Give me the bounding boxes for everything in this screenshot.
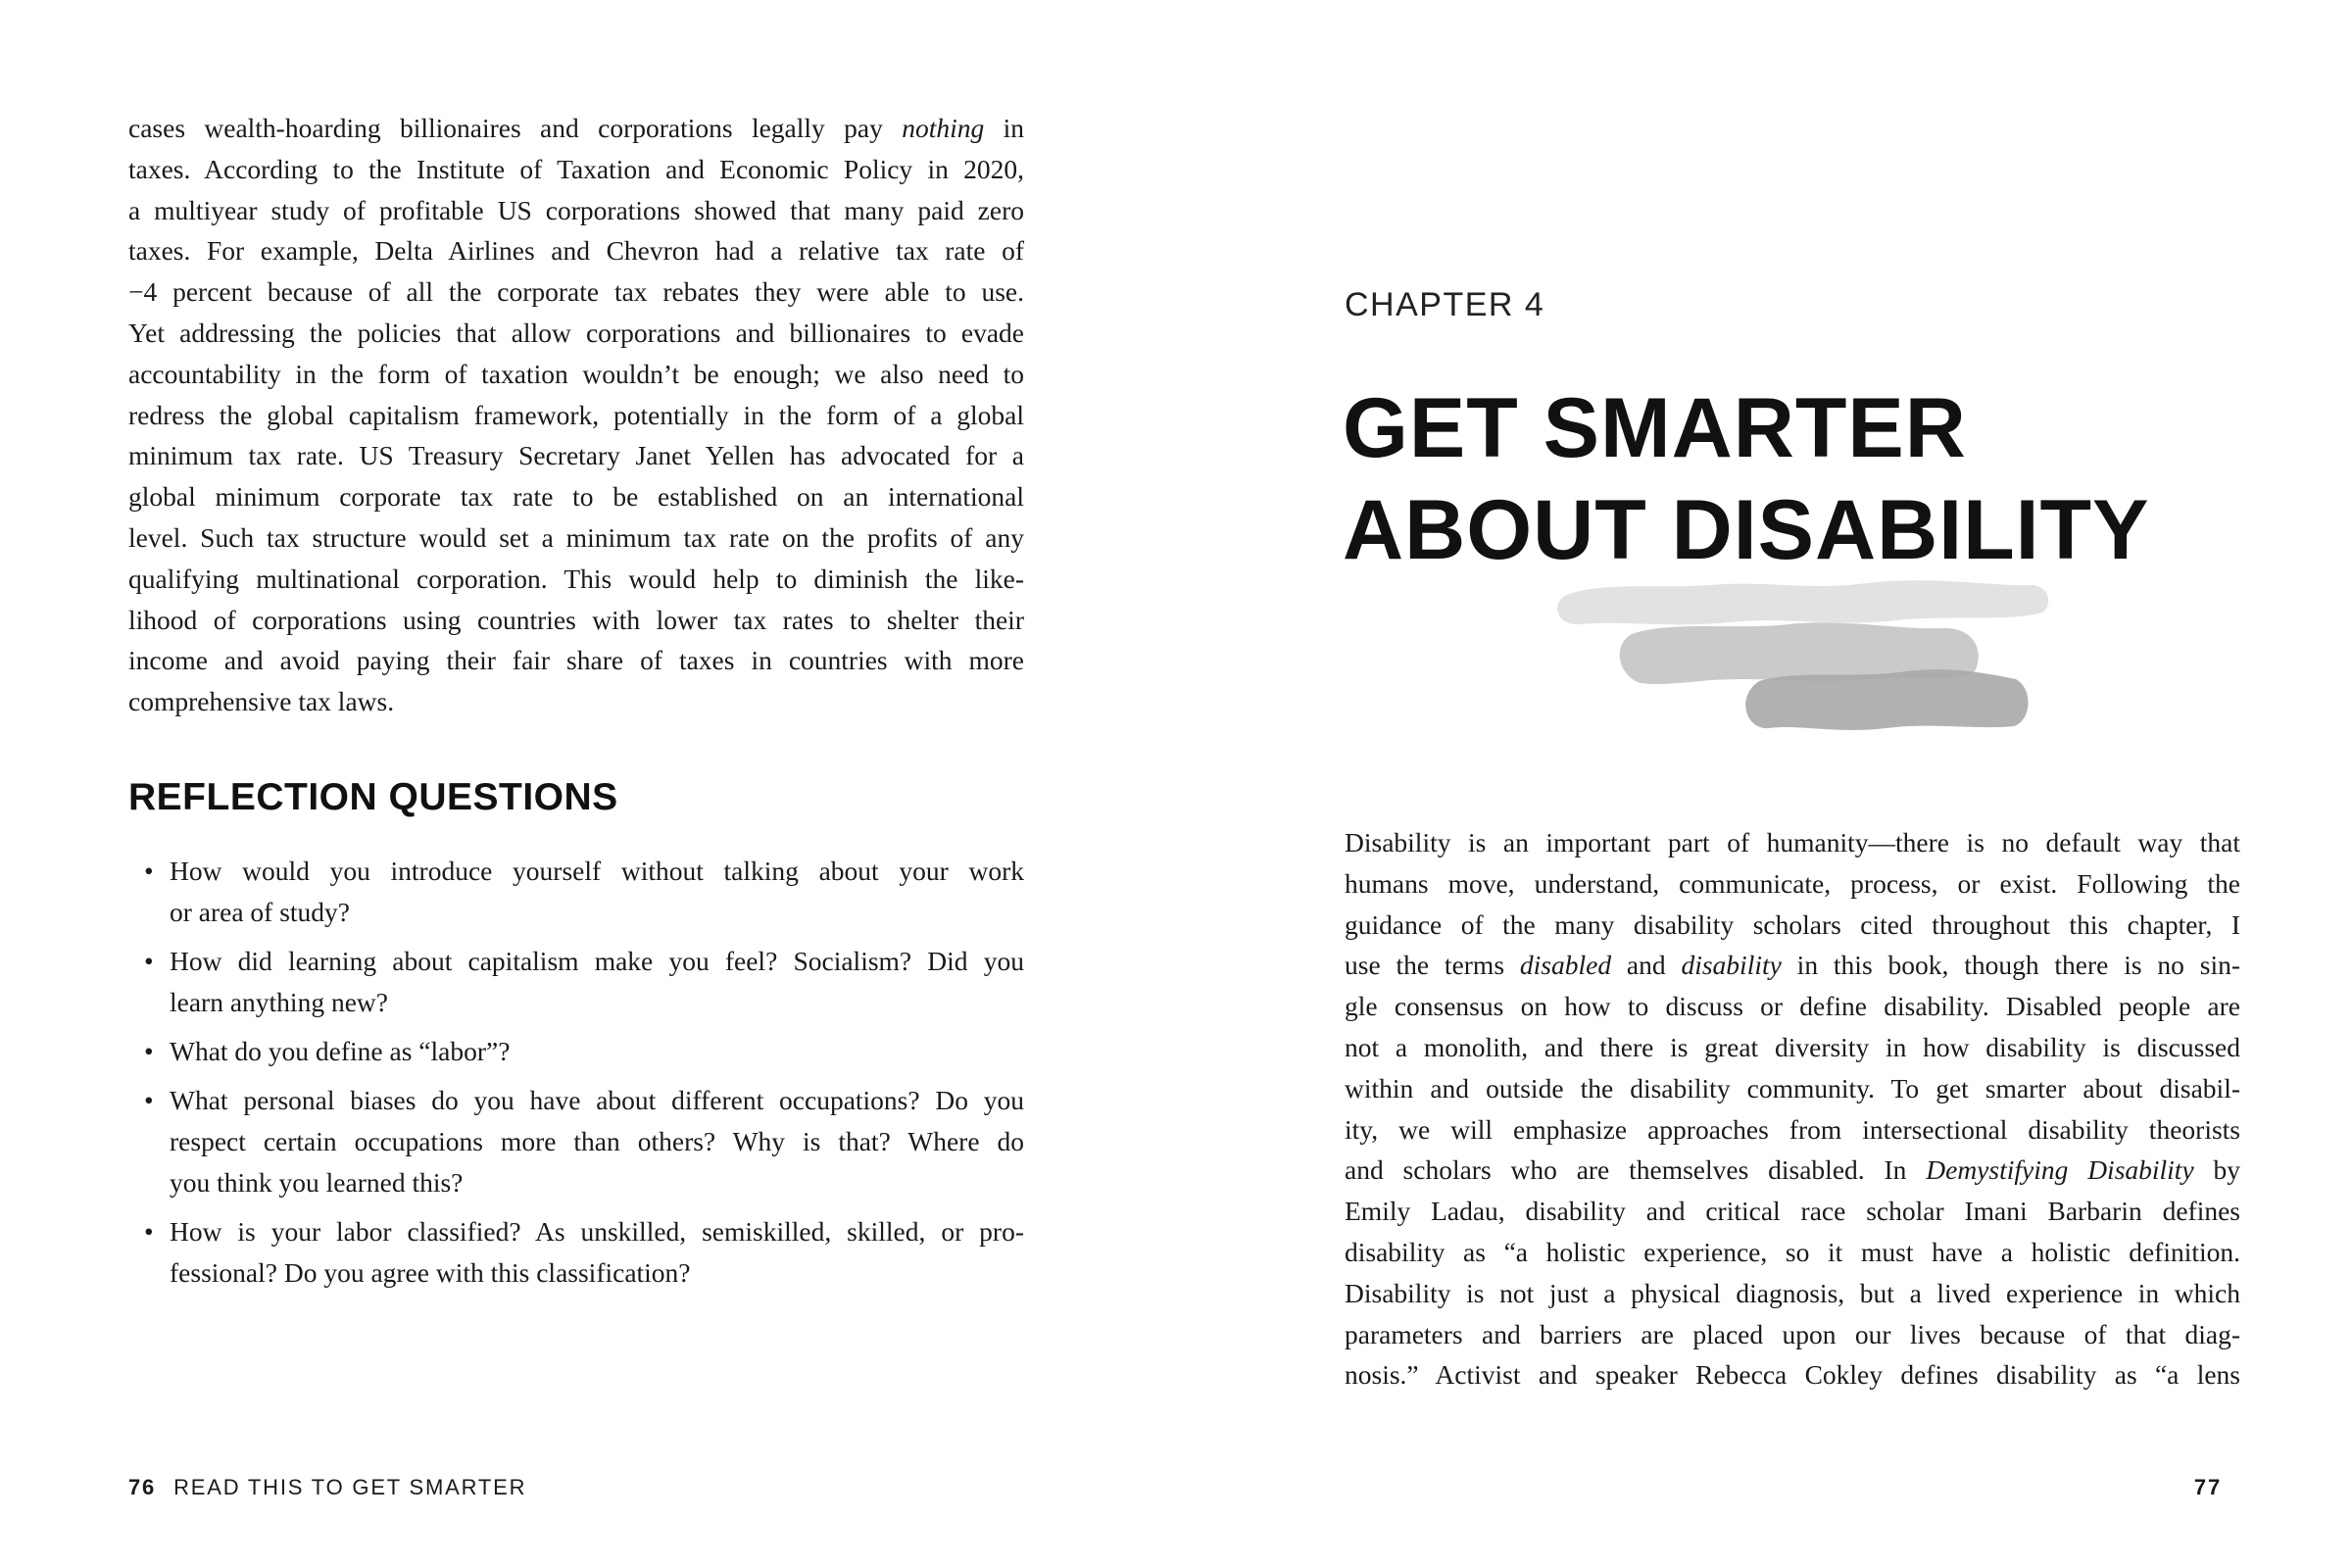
italic-text: nothing	[902, 113, 985, 143]
text-line: gle consensus on how to discuss or define disability. Disabled people are	[1345, 991, 2240, 1022]
left-page-number: 76	[128, 1475, 157, 1499]
question-text	[170, 851, 1024, 933]
text-line: not a monolith, and there is great diversity in how disability is discussed	[1345, 1031, 2240, 1062]
list-item	[128, 941, 1024, 1023]
text-line: taxes. According to the Institute of Taxation and Economic Policy in 2020,	[128, 153, 1024, 184]
list-item	[128, 1080, 1024, 1202]
text-line: taxes. For example, Delta Airlines and Chevron had a relative tax rate of	[128, 235, 1024, 267]
bullet-icon: •	[144, 1085, 154, 1116]
bullet-icon: •	[144, 856, 154, 886]
text-line: Emily Ladau, disability and critical race scholar Imani Barbarin defines	[1345, 1196, 2240, 1227]
chapter-title-line: ABOUT DISABILITY	[1343, 483, 2150, 577]
text-line: What do you define as “labor”?	[170, 1036, 511, 1067]
text-line: redress the global capitalism framework, potentially in the form of a global	[128, 399, 1024, 430]
list-item	[128, 851, 1024, 933]
text-line: Yet addressing the policies that allow corporations and billionaires to evade	[128, 317, 1024, 348]
text-line: What personal biases do you have about different occupations? Do you	[170, 1085, 1024, 1116]
text-line: you think you learned this?	[170, 1167, 464, 1199]
right-page-footer	[2194, 1475, 2222, 1500]
text-line: a multiyear study of profitable US corporations showed that many paid zero	[128, 194, 1024, 225]
text-line: −4 percent because of all the corporate tax rebates they were able to use.	[128, 276, 1024, 308]
question-text	[170, 1080, 1024, 1202]
text-line: parameters and barriers are placed upon our lives because of that diag-	[1345, 1318, 2240, 1349]
chapter-title-line: GET SMARTER	[1343, 381, 1967, 475]
bullet-icon: •	[144, 1036, 154, 1067]
right-body-text	[1345, 822, 2240, 1396]
text-line: use the terms disabled and disability in this book, though there is no sin-	[1345, 950, 2240, 981]
italic-text: disabled	[1519, 950, 1612, 981]
brush-stroke-light	[1557, 580, 2048, 624]
bullet-icon: •	[144, 1216, 154, 1248]
text-line: income and avoid paying their fair share of taxes in countries with more	[128, 645, 1024, 676]
italic-text: Demystifying Disability	[1926, 1154, 2194, 1186]
running-title: READ THIS TO GET SMARTER	[173, 1475, 527, 1499]
right-page	[1176, 0, 2352, 1568]
text-line: guidance of the many disability scholars cited throughout this chapter, I	[1345, 908, 2240, 940]
text-line: or area of study?	[170, 896, 351, 927]
question-text	[170, 1211, 1024, 1294]
text-line: and scholars who are themselves disabled. In Demystifying Disability by	[1345, 1154, 2241, 1186]
text-line: global minimum corporate tax rate to be established on an international	[128, 481, 1024, 513]
text-line: Disability is an important part of humanity—there is no default way that	[1345, 827, 2240, 858]
reflection-questions-list	[128, 851, 1024, 1301]
question-text	[170, 1031, 1024, 1072]
italic-text: disability	[1681, 950, 1782, 981]
text-line: fessional? Do you agree with this classification?	[170, 1257, 691, 1289]
list-item	[128, 1211, 1024, 1294]
text-line: cases wealth-hoarding billionaires and corporations legally pay nothing in	[128, 113, 1025, 143]
text-line: disability as “a holistic experience, so it must have a holistic definition.	[1345, 1236, 2240, 1267]
chapter-title	[1343, 377, 2149, 581]
text-line: Disability is not just a physical diagnosis, but a lived experience in which	[1345, 1277, 2240, 1308]
left-page-footer	[128, 1475, 526, 1500]
text-line: How would you introduce yourself without talking about your work	[170, 856, 1024, 886]
right-page-number: 77	[2193, 1475, 2222, 1499]
text-line: humans move, understand, communicate, process, or exist. Following the	[1345, 867, 2240, 899]
left-body-text	[128, 108, 1024, 722]
question-text	[170, 941, 1024, 1023]
text-line: How did learning about capitalism make you feel? Socialism? Did you	[170, 946, 1024, 977]
text-line: comprehensive tax laws.	[128, 686, 395, 717]
text-line: accountability in the form of taxation wouldn’t be enough; we also need to	[128, 358, 1024, 389]
text-line: respect certain occupations more than others? Why is that? Where do	[170, 1126, 1024, 1157]
text-line: within and outside the disability community. To get smarter about disabil-	[1345, 1072, 2240, 1103]
text-line: minimum tax rate. US Treasury Secretary Janet Yellen has advocated for a	[128, 440, 1024, 471]
brush-stroke-decoration	[1544, 573, 2053, 769]
bullet-icon: •	[144, 946, 154, 977]
text-line: ity, we will emphasize approaches from intersectional disability theorists	[1345, 1113, 2240, 1145]
chapter-label: CHAPTER 4	[1345, 286, 1545, 323]
text-line: How is your labor classified? As unskilled, semiskilled, skilled, or pro-	[170, 1216, 1024, 1248]
text-line: learn anything new?	[170, 986, 388, 1017]
list-item	[128, 1031, 1024, 1072]
text-line: nosis.” Activist and speaker Rebecca Cokley defines disability as “a lens	[1345, 1359, 2240, 1391]
brush-stroke-dark	[1745, 669, 2028, 730]
reflection-questions-heading: REFLECTION QUESTIONS	[128, 776, 618, 818]
text-line: qualifying multinational corporation. This would help to diminish the like-	[128, 563, 1024, 594]
text-line: level. Such tax structure would set a minimum tax rate on the profits of any	[128, 521, 1024, 553]
text-line: lihood of corporations using countries with lower tax rates to shelter their	[128, 604, 1024, 635]
